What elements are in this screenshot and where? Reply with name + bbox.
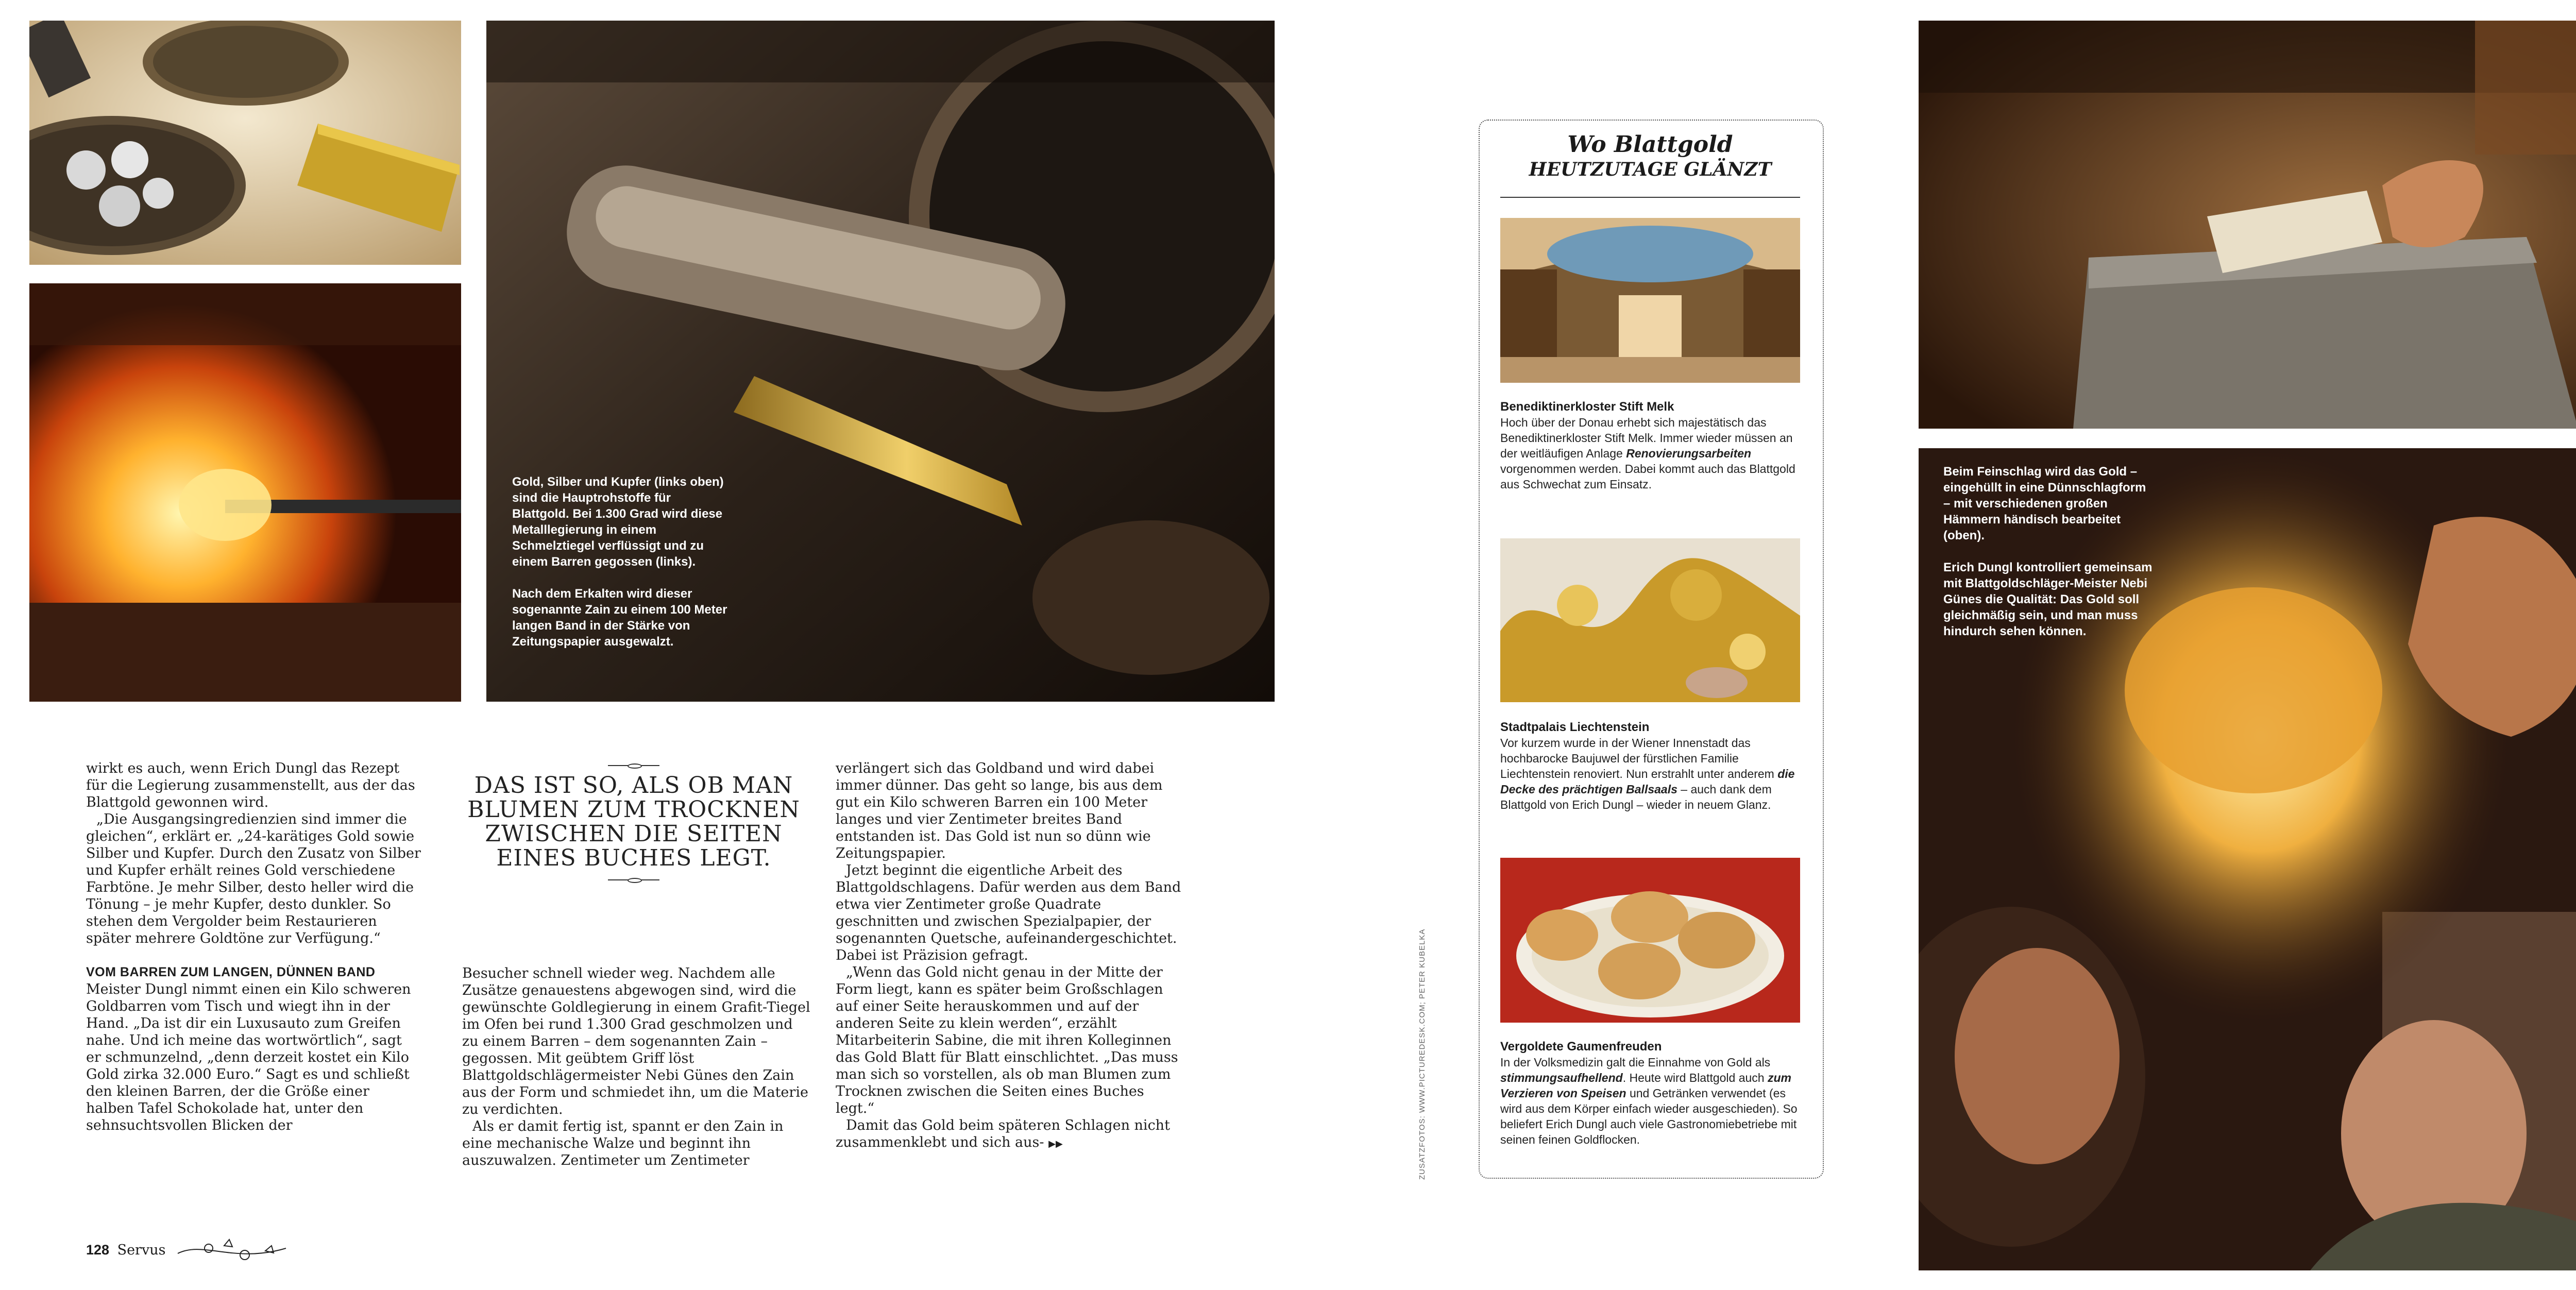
caption-paragraph: Erich Dungl kontrolliert gemeinsam mit Blattgoldschläger-Meister Nebi Günes die Qualität: Das Gold soll gleichmäßig sein, und man muss hindurch sehen können. [1943,561,2153,638]
sidebar-text-part: und Getränken verwendet (es wird aus dem Körper einfach wieder ausgeschieden). So beliefert Erich Dungl auch viele Gastronomiebetriebe mit seinen feinen Goldflocken. [1500,1087,1798,1146]
sidebar-item-text [1500,415,1800,492]
sidebar-text-part: In der Volksmedizin galt die Einnahme von Gold als [1500,1056,1771,1069]
article-column-1 [86,760,421,1134]
sidebar-item-text [1500,1055,1800,1147]
sidebar-item-title: Vergoldete Gaumenfreuden [1500,1040,1662,1054]
photo-gilded-pastries [1500,858,1800,1023]
page-folio [86,1235,291,1266]
continue-arrow-icon: ▶▶ [1048,1139,1063,1149]
article-column-2 [462,965,812,1169]
pull-quote [453,765,814,888]
article-paragraph: Meister Dungl nimmt einen ein Kilo schweren Goldbarren vom Tisch und wiegt ihn in der Hand. „Da ist dir ein Luxusauto zum Greifen nahe. Und ich meine das wortwörtlich“, sagt er schmunzelnd, „denn derzeit kostet ein Kilo Gold zirka 32.000 Euro.“ Sagt es und schließt den kleinen Barren, der die Größe einer halben Tafel Schokolade hat, unter den sehnsuchtsvollen Blicken der [86,981,411,1133]
photo-caption-right [1943,464,2155,655]
quote-ornament [608,765,659,766]
caption-paragraph: Nach dem Erkalten wird dieser sogenannte Zain zu einem 100 Meter langen Band in der Stärke von Zeitungspapier ausgewalzt. [512,587,727,649]
sidebar-title-line2: HEUTZUTAGE GLÄNZT [1529,159,1772,180]
article-paragraph-text: Damit das Gold beim späteren Schlagen nicht zusammenklebt und sich aus- [836,1117,1170,1150]
article-paragraph: wirkt es auch, wenn Erich Dungl das Rezept für die Legierung zusammenstellt, aus der das Blattgold gewonnen wird. [86,760,415,810]
article-paragraph: Jetzt beginnt die eigentliche Arbeit des Blattgoldschlagens. Dafür werden aus dem Band etwa vier Zentimeter große Quadrate geschnitten und zwischen Spezialpapier, der sogenannten Quetsche, aufeinandergeschichtet. Dabei ist Präzision gefragt. [836,862,1181,963]
floral-ornament-icon [173,1235,291,1266]
sidebar-text-emphasis: Renovierungsarbeiten [1626,447,1752,460]
article-column-3 [836,760,1186,1152]
sidebar-text-part: vorgenommen werden. Dabei kommt auch das Blattgold aus Schwechat zum Einsatz. [1500,462,1795,491]
section-subhead: VOM BARREN ZUM LANGEN, DÜNNEN BAND [86,965,376,979]
sidebar-title-rule [1500,197,1800,198]
article-paragraph: „Wenn das Gold nicht genau in der Mitte der Form liegt, kann es später beim Großschlagen auf einer Seite herauskommen und auf der anderen Seite zu klein werden“, erzählt Mitarbeiterin Sabine, die mit ihren Kolleginnen das Gold Blatt für Blatt einschlichtet. „Das muss man sich so vorstellen, als ob man Blumen zum Trocknen zwischen die Seiten eines Buches legt.“ [836,964,1178,1116]
photo-palais-gilded-ornament [1500,538,1800,702]
article-paragraph: Als er damit fertig ist, spannt er den Zain in eine mechanische Walze und beginnt ihn auszuwalzen. Zentimeter um Zentimeter [462,1118,784,1168]
sidebar-item-text [1500,735,1800,812]
article-paragraph: Besucher schnell wieder weg. Nachdem alle Zusätze genauestens abgewogen sind, wird die gewünschte Goldlegierung in einem Grafit-Tiegel im Ofen bei rund 1.300 Grad geschmolzen und zu einem Barren – dem sogenannten Zain – gegossen. Mit geübtem Griff löst Blattgoldschlägermeister Nebi Günes den Zain aus der Form und schmiedet ihn, um die Materie zu verdichten. [462,965,810,1117]
magazine-name: Servus [117,1242,166,1259]
sidebar-title-line1: Wo Blattgold [1567,131,1733,158]
caption-paragraph: Beim Feinschlag wird das Gold – eingehüllt in eine Dünnschlagform – mit verschiedenen großen Hämmern händisch bearbeitet (oben). [1943,465,2146,542]
photo-gold-bar-silver [29,21,461,265]
sidebar-item-title: Benediktinerkloster Stift Melk [1500,400,1674,414]
photo-hand-on-stone [1919,21,2576,429]
page-number: 128 [86,1242,110,1258]
sidebar-text-part: . Heute wird Blattgold auch [1622,1071,1768,1084]
sidebar-title [1484,131,1817,181]
article-paragraph: „Die Ausgangsingredienzien sind immer die gleichen“, erklärt er. „24-karätiges Gold sowie Silber und Kupfer. Durch den Zusatz von Silber und Kupfer erhält reines Gold verschiedene Farbtöne. Je mehr Silber, desto heller wird die Tönung – je mehr Kupfer, desto dunkler. So stehen dem Vergolder beim Restaurieren später mehrere Goldtöne zur Verfügung.“ [86,811,421,946]
pull-quote-text: DAS IST SO, ALS OB MAN BLUMEN ZUM TROCKNEN ZWISCHEN DIE SEITEN EINES BUCHES LEGT. [467,772,800,871]
photo-credit: ZUSATZFOTOS: WWW.PICTUREDESK.COM; PETER KUBELKA [1418,928,1427,1180]
sidebar-text-emphasis: zum Verzieren von Speisen [1500,1071,1791,1100]
photo-rolling-mill [486,21,1275,702]
quote-ornament [608,879,659,880]
article-paragraph [836,1117,1186,1152]
sidebar-text-part: Hoch über der Donau erhebt sich majestätisch das Benediktinerkloster Stift Melk. Immer wieder müssen an der weitläufigen Anlage [1500,416,1793,460]
sidebar-text-emphasis: stimmungsaufhellend [1500,1071,1623,1084]
photo-quality-check [1919,448,2576,1270]
sidebar-text-part: – auch dank dem Blattgold von Erich Dungl – wieder in neuem Glanz. [1500,783,1772,811]
caption-paragraph: Gold, Silber und Kupfer (links oben) sind die Hauptrohstoffe für Blattgold. Bei 1.300 Grad wird diese Metalllegierung in einem Schmelztiegel verflüssigt und zu einem Barren gegossen (links). [512,475,724,569]
photo-stift-melk-library [1500,218,1800,383]
photo-melting-furnace [29,283,461,702]
sidebar-item-title: Stadtpalais Liechtenstein [1500,720,1650,734]
photo-caption-left [512,474,728,666]
sidebar-text-part: Vor kurzem wurde in der Wiener Innenstadt das hochbarocke Baujuwel der fürstlichen Familie Liechtenstein renoviert. Nun erstrahlt unter anderem [1500,736,1778,780]
sidebar-text-emphasis: die Decke des prächtigen Ballsaals [1500,767,1795,796]
article-paragraph: verlängert sich das Goldband und wird dabei immer dünner. Das geht so lange, bis aus dem gut ein Kilo schweren Barren ein 100 Meter langes und vier Zentimeter breites Band entstanden ist. Das Gold ist nun so dünn wie Zeitungspapier. [836,760,1163,861]
